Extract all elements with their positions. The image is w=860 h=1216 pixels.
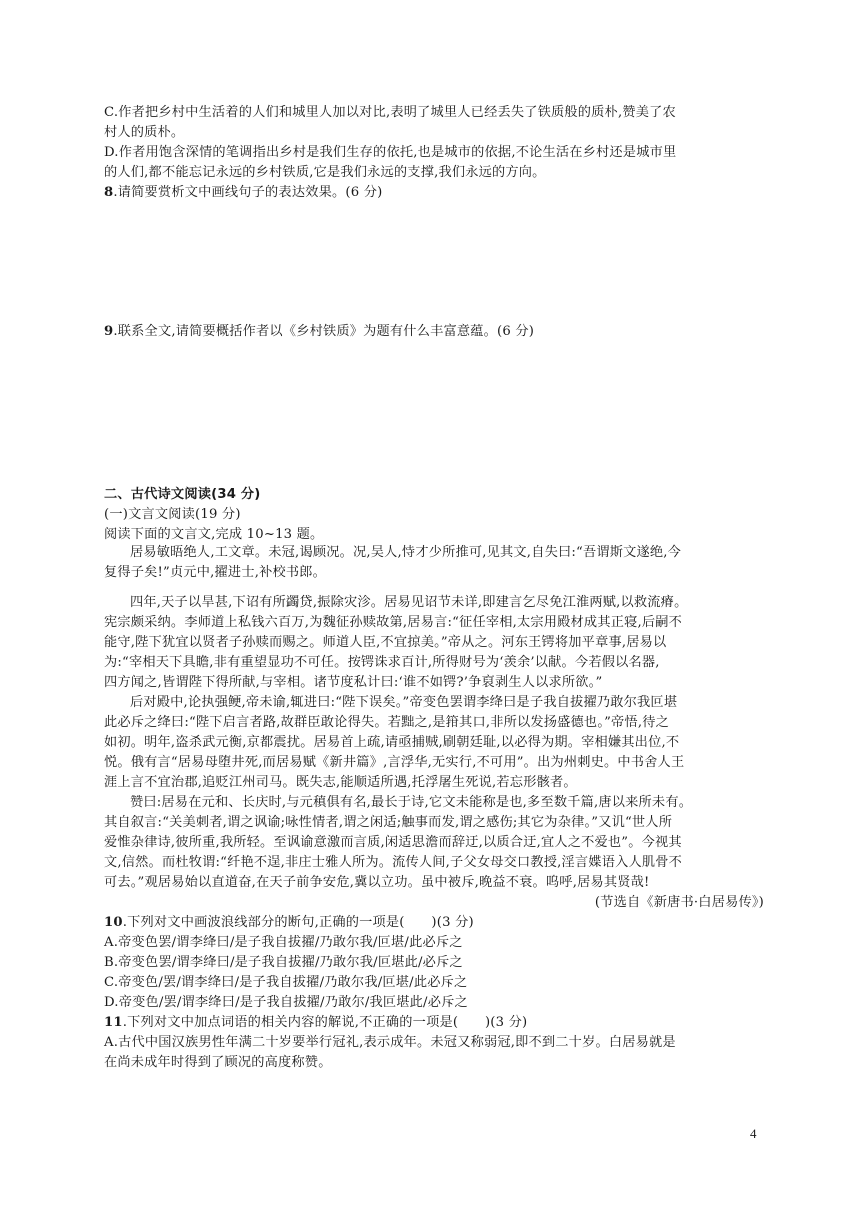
section-heading: [104, 485, 764, 545]
question-number: 11: [104, 1015, 123, 1030]
choice-a: A.古代中国汉族男性年满二十岁要举行冠礼,表示成年。未冠又称弱冠,即不到二十岁。白居易就是: [104, 1035, 676, 1050]
page-number: 4: [750, 1126, 757, 1141]
question-number: 8: [104, 185, 114, 200]
choice-c: C.帝变色/罢/谓李绛曰/是子我自拔擢/乃敢尔我/叵堪/此必斥之: [104, 975, 468, 990]
text-line: 四年,天子以旱甚,下诏有所蠲贷,振除灾沴。居易见诏节未详,即建言乞尽免江淮两赋,以救流瘠。: [130, 595, 688, 610]
question-text: .联系全文,请简要概括作者以《乡村铁质》为题有什么丰富意蕴。(6 分): [113, 324, 535, 339]
question-10: [104, 913, 764, 1013]
text-line: 其自叙言:“关美刺者,谓之讽谕;咏性情者,谓之闲适;触事而发,谓之感伤;其它为杂律。”又讥“世人所: [104, 815, 673, 830]
question-8: [104, 183, 764, 203]
text-line: 为:“宰相天下具瞻,非有重望显功不可任。按锷诛求百计,所得财号为‘羡余’以献。今若假以名器,: [104, 655, 660, 670]
question-number: 10: [104, 915, 123, 930]
choice-d: D.帝变色/罢/谓李绛曰/是子我自拔擢/乃敢尔/我叵堪此/必斥之: [104, 995, 468, 1010]
passage-paragraph-4: [104, 793, 764, 913]
question-9: [104, 322, 764, 342]
text-line: 悦。俄有言“居易母堕井死,而居易赋《新井篇》,言浮华,无实行,不可用”。出为州刺史。中书舍人王: [104, 755, 685, 770]
text-line: 可去。”观居易始以直道奋,在天子前争安危,冀以立功。虽中被斥,晚益不衰。呜呼,居易其贤哉!: [104, 875, 650, 890]
section-title: 二、古代诗文阅读(34 分): [104, 487, 261, 502]
text-line: 宪宗颇采纳。李师道上私钱六百万,为魏征孙赎故第,居易言:“征任宰相,太宗用殿材成其正寝,后嗣不: [104, 615, 683, 630]
text-line: 爱惟杂律诗,彼所重,我所轻。至讽谕意激而言质,闲适思澹而辞迂,以质合迂,宜人之不爱也”。今视其: [104, 835, 682, 850]
instruction: 阅读下面的文言文,完成 10~13 题。: [104, 527, 324, 542]
text-line: 的人们,都不能忘记永远的乡村铁质,它是我们永远的支撑,我们永远的方向。: [104, 165, 546, 180]
text-line: 村人的质朴。: [104, 125, 185, 140]
question-text: .下列对文中画波浪线部分的断句,正确的一项是( )(3 分): [122, 915, 474, 930]
option-c: [104, 103, 764, 143]
text-line: 涯上言不宜治郡,追贬江州司马。既失志,能顺适所遇,托浮屠生死说,若忘形骸者。: [104, 775, 577, 790]
question-text: .请简要赏析文中画线句子的表达效果。(6 分): [113, 185, 383, 200]
text-line: 此必斥之绛曰:“陛下启言者路,故群臣敢论得失。若黜之,是箝其口,非所以发扬盛德也。”帝悟,待之: [104, 715, 669, 730]
text-line: D.作者用饱含深情的笔调指出乡村是我们生存的依托,也是城市的依据,不论生活在乡村还是城市里: [104, 145, 677, 160]
question-number: 9: [104, 324, 114, 339]
passage-paragraph-3: [104, 693, 764, 793]
question-text: .下列对文中加点词语的相关内容的解说,不正确的一项是( )(3 分): [122, 1015, 528, 1030]
text-line: 复得子矣!”贞元中,擢进士,补校书郎。: [104, 565, 327, 580]
text-line: C.作者把乡村中生活着的人们和城里人加以对比,表明了城里人已经丢失了铁质般的质朴,赞美了农: [104, 105, 676, 120]
passage-paragraph-1: [104, 543, 764, 583]
choice-b: B.帝变色罢/谓李绛曰/是子我自拔擢/乃敢尔我/叵堪此/必斥之: [104, 955, 463, 970]
text-line: 能守,陛下犹宜以贤者子孙赎而赐之。师道人臣,不宜掠美。”帝从之。河东王锷将加平章事,居易以: [104, 635, 667, 650]
question-11: [104, 1013, 764, 1073]
passage-paragraph-2: [104, 593, 764, 693]
choice-a-continued: 在尚未成年时得到了顾况的高度称赞。: [104, 1055, 332, 1070]
subsection-title: (一)文言文阅读(19 分): [104, 507, 241, 522]
text-line: 后对殿中,论执强鲠,帝未谕,辄进曰:“陛下误矣。”帝变色罢谓李绛曰是子我自拔擢乃敢尔我叵堪: [130, 695, 678, 710]
option-d: [104, 143, 764, 183]
source-citation: (节选自《新唐书·白居易传》): [594, 895, 764, 910]
text-line: 如初。明年,盗杀武元衡,京都震扰。居易首上疏,请亟捕贼,刷朝廷耻,以必得为期。宰相嫌其出位,不: [104, 735, 680, 750]
text-line: 四方闻之,皆谓陛下得所献,与宰相。诸节度私计曰:‘谁不如锷?’争裒剥生人以求所欲。”: [104, 675, 603, 690]
text-line: 文,信然。而杜牧谓:“纤艳不逞,非庄士雅人所为。流传人间,子父女母交口教授,淫言媟语入人肌骨不: [104, 855, 683, 870]
choice-a: A.帝变色罢/谓李绛曰/是子我自拔擢/乃敢尔我/叵堪/此必斥之: [104, 935, 463, 950]
text-line: 居易敏晤绝人,工文章。未冠,谒顾况。况,吴人,恃才少所推可,见其文,自失曰:“吾谓斯文遂绝,今: [130, 545, 682, 560]
text-line: 赞曰:居易在元和、长庆时,与元稹俱有名,最长于诗,它文未能称是也,多至数千篇,唐以来所未有。: [130, 795, 693, 810]
